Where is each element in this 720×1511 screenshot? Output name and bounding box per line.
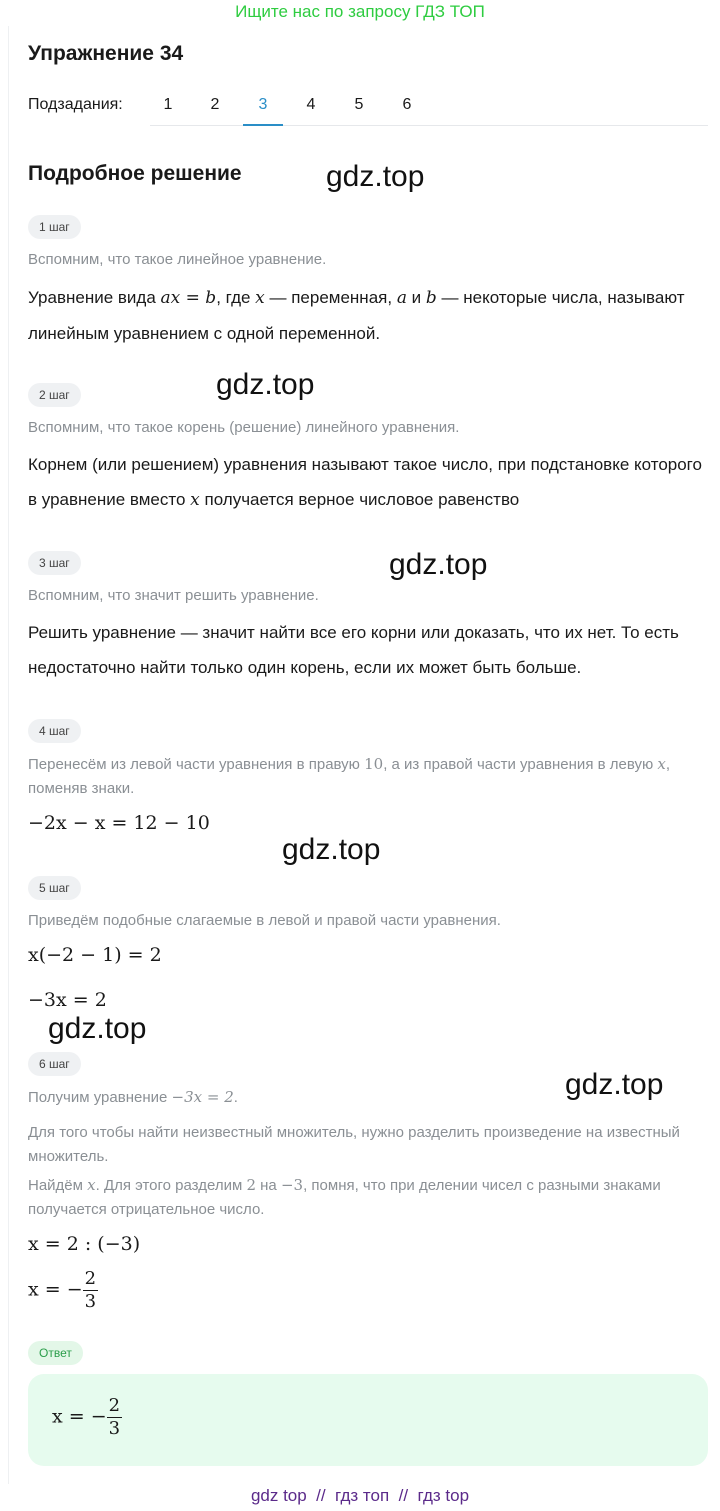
step-badge: 2 шаг — [28, 383, 81, 407]
answer-formula: x = − $\frac{2}{3}$ — [52, 1395, 121, 1439]
step-text: Корнем (или решением) уравнения называют такое число, при подстановке которого в уравнение вместо x получается верное числовое равенство — [28, 455, 702, 510]
step-hint: Вспомним, что значит решить уравнение. — [28, 587, 319, 604]
step-formula: −3x = 2 — [28, 989, 107, 1011]
step-hint: Перенесём из левой части уравнения в правую 10, а из правой части уравнения в левую x, поменяв знаки. — [28, 755, 671, 797]
subtasks-nav — [28, 92, 708, 126]
watermark: gdz.top — [216, 368, 315, 401]
step-formula: x = 2 : (−3) — [28, 1233, 141, 1255]
solution-heading: Подробное решение — [28, 162, 242, 185]
tab-subtask-3[interactable]: 3 — [243, 96, 283, 126]
step-hint: Приведём подобные слагаемые в левой и правой части уравнения. — [28, 912, 501, 929]
fraction: $\frac{2}{3}$ — [84, 1268, 97, 1312]
watermark: gdz.top — [389, 548, 488, 581]
subtasks-label: Подзадания: — [28, 96, 123, 113]
step-formula: −2x − x = 12 − 10 — [28, 812, 210, 834]
step-hint: Найдём x. Для этого разделим 2 на −3, помня, что при делении чисел с разными знаками получается отрицательное число. — [28, 1176, 661, 1218]
footer-links[interactable]: gdz top // гдз топ // гдз top — [250, 1486, 470, 1505]
step-badge: 6 шаг — [28, 1052, 81, 1076]
step-hint: Получим уравнение −3x = 2. — [28, 1088, 238, 1106]
step-formula: x(−2 − 1) = 2 — [28, 944, 162, 966]
page-title: Упражнение 34 — [28, 42, 184, 65]
step-text: Уравнение вида ax = b, где x — переменная, a и b — некоторые числа, называют линейным уравнением с одной переменной. — [28, 288, 685, 343]
step-hint: Вспомним, что такое корень (решение) линейного уравнения. — [28, 419, 460, 436]
tab-subtask-1[interactable]: 1 — [163, 96, 173, 113]
tab-subtask-4[interactable]: 4 — [306, 96, 316, 113]
step-text: Решить уравнение — значит найти все его корни или доказать, что их нет. То есть недостаточно найти только один корень, если их может быть больше. — [28, 623, 679, 677]
watermark: gdz.top — [48, 1012, 147, 1045]
tab-subtask-5[interactable]: 5 — [354, 96, 364, 113]
watermark: gdz.top — [565, 1068, 664, 1101]
tab-subtask-2[interactable]: 2 — [210, 96, 220, 113]
step-hint: Для того чтобы найти неизвестный множитель, нужно разделить произведение на известный множитель. — [28, 1124, 680, 1165]
step-badge: 3 шаг — [28, 551, 81, 575]
step-hint: Вспомним, что такое линейное уравнение. — [28, 251, 327, 268]
watermark: gdz.top — [282, 833, 381, 866]
step-badge: 4 шаг — [28, 719, 81, 743]
answer-badge: Ответ — [28, 1341, 83, 1365]
step-formula: x = − $\frac{2}{3}$ — [28, 1268, 97, 1312]
tab-subtask-6[interactable]: 6 — [402, 96, 412, 113]
promo-banner: Ищите нас по запросу ГДЗ ТОП — [235, 2, 485, 21]
answer-box — [28, 1374, 708, 1466]
step-badge: 5 шаг — [28, 876, 81, 900]
step-badge: 1 шаг — [28, 215, 81, 239]
watermark: gdz.top — [326, 160, 425, 193]
fraction: $\frac{2}{3}$ — [108, 1395, 121, 1439]
